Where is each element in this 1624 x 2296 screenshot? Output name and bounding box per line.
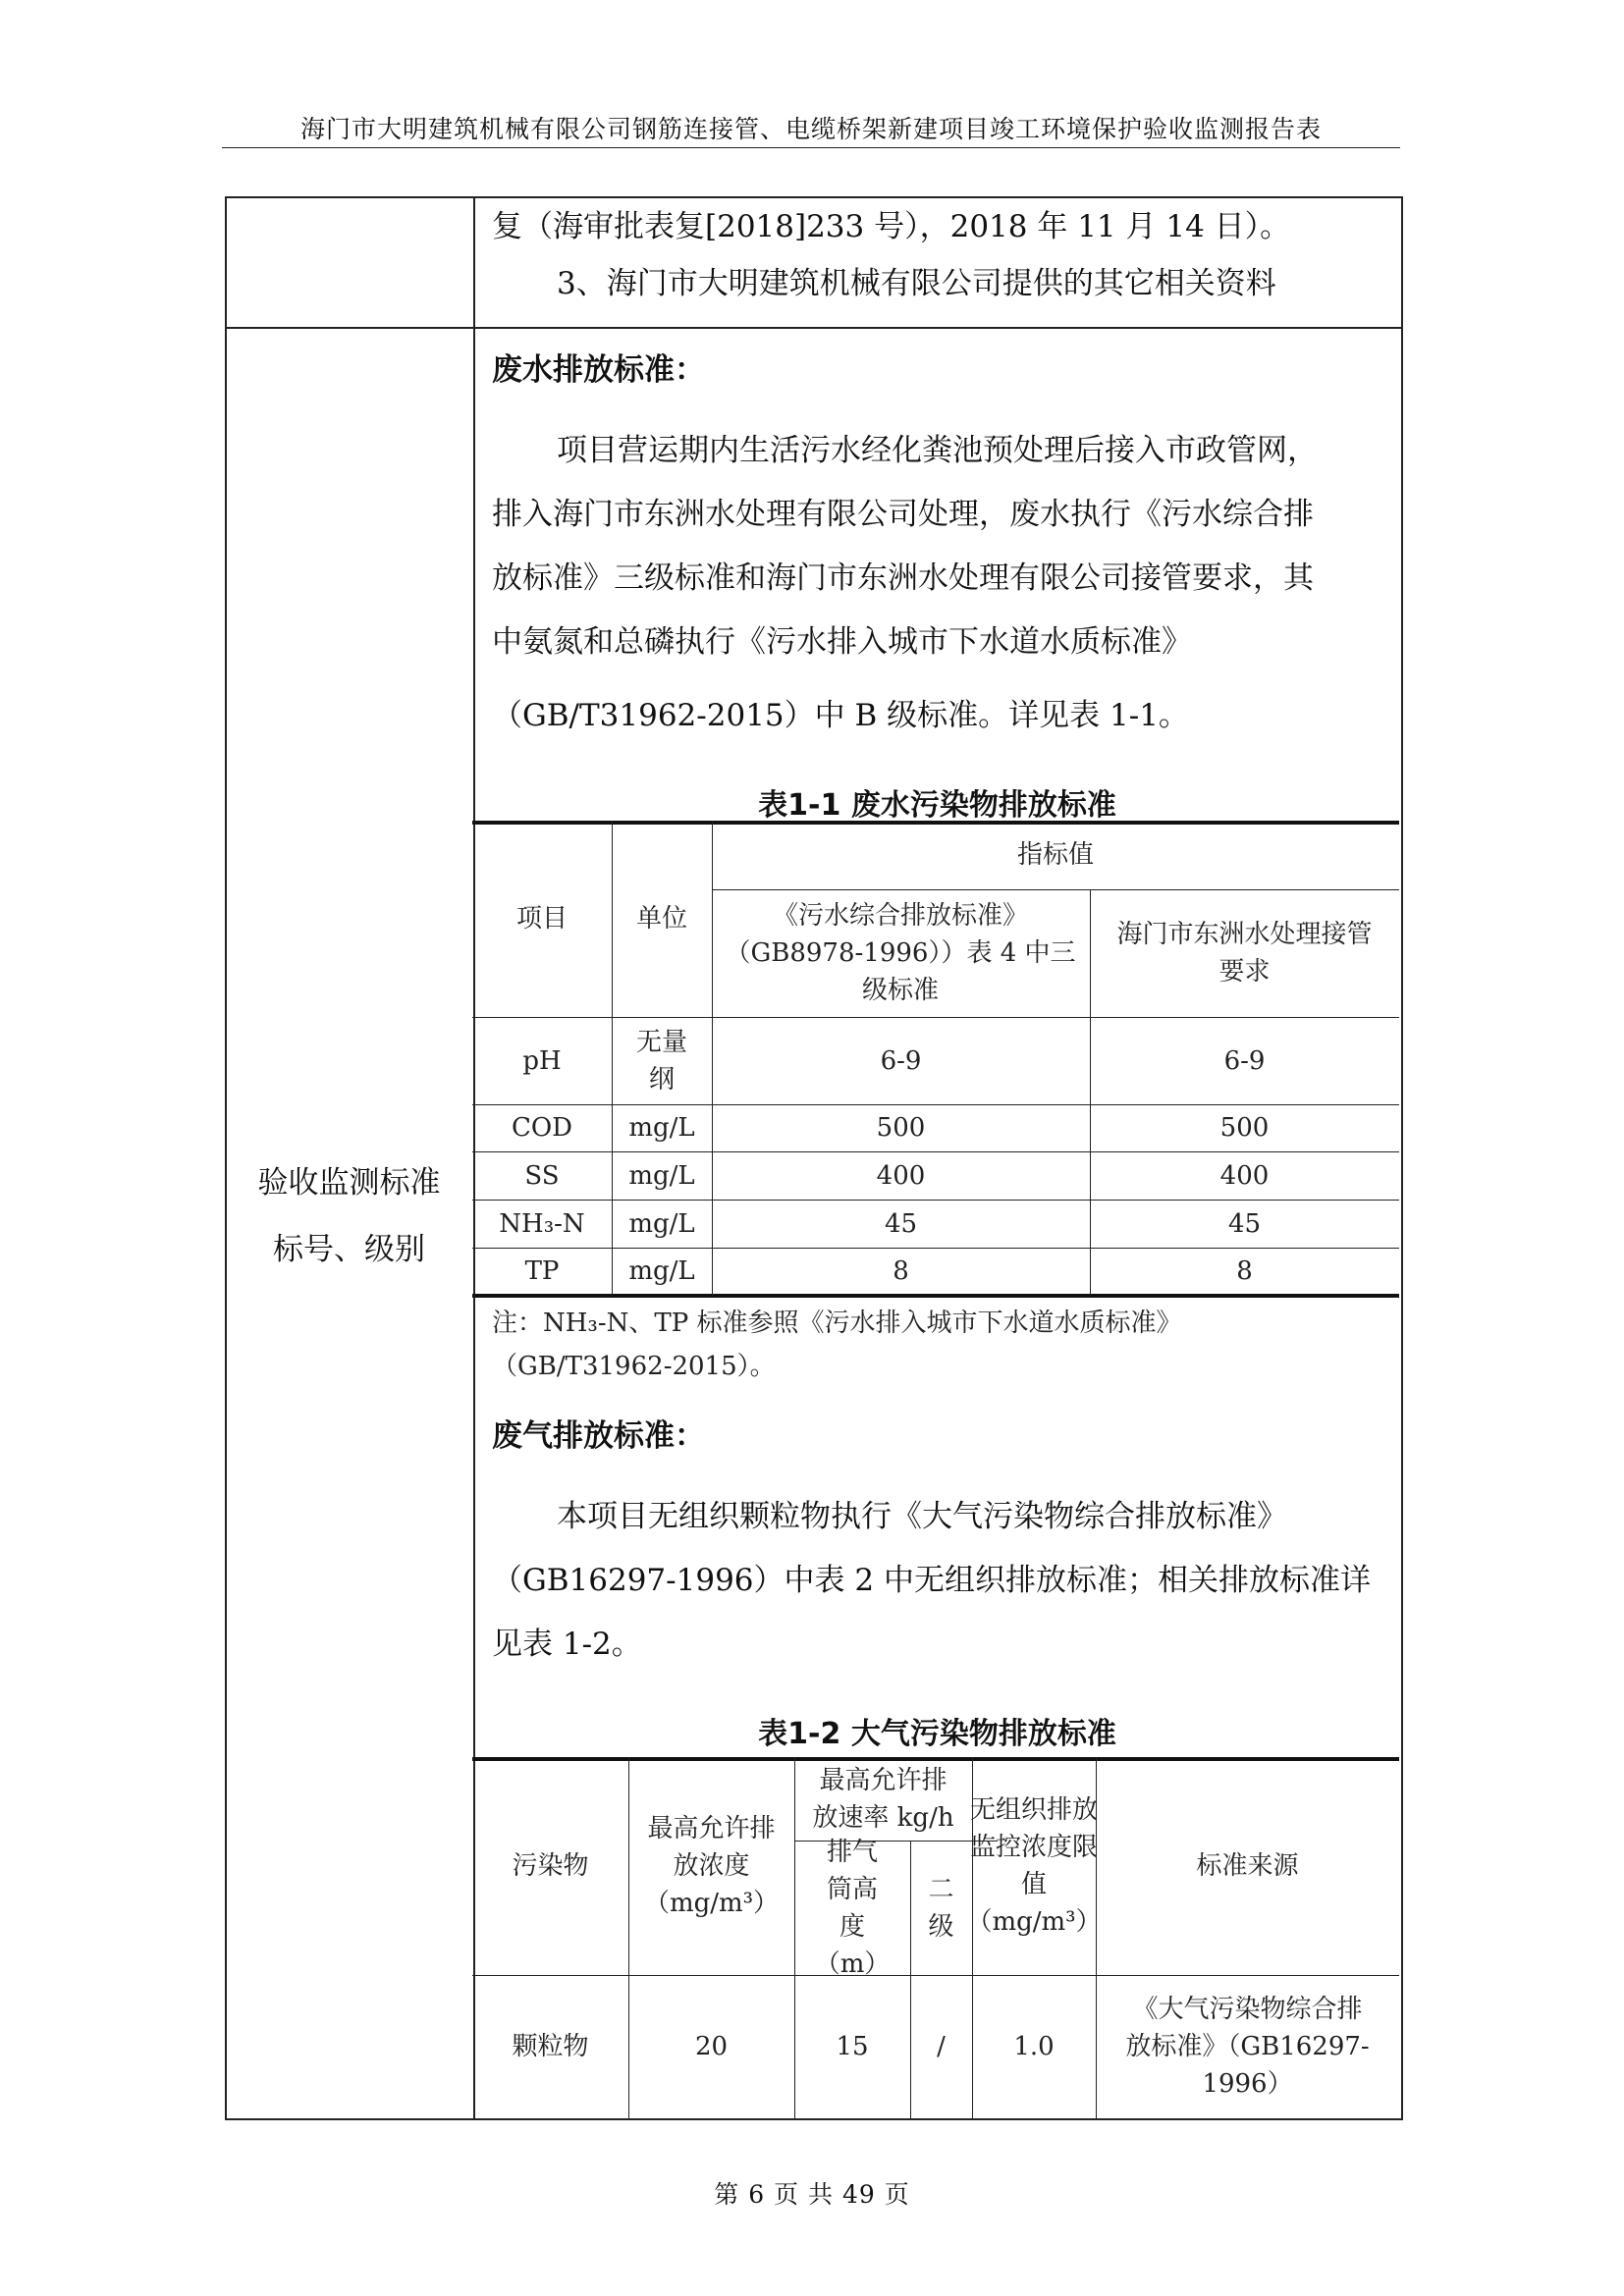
frame-top-border [225,196,1403,198]
page-header-title: 海门市大明建筑机械有限公司钢筋连接管、电缆桥架新建项目竣工环境保护验收监测报告表 [299,115,1322,143]
row-tp-unit: mg/L [628,1256,695,1286]
header-max-rate: 最高允许排放速率 kg/h [812,1765,954,1833]
report-frame [225,196,1403,2120]
reference-line-1: 复（海审批表复[2018]233 号），2018 年 11 月 14 日）。 [492,209,1291,244]
row-tp-value-1: 8 [893,1256,909,1286]
page-number: 第 6 页 共 49 页 [714,2180,910,2209]
header-unit: 单位 [635,904,687,934]
wastewater-para-line-4: 中氨氮和总磷执行《污水排入城市下水道水质标准》 [492,624,1192,660]
row-ss-value-1: 400 [876,1160,926,1191]
header-max-concentration [628,1757,794,1975]
reference-line-2: 3、海门市大明建筑机械有限公司提供的其它相关资料 [557,266,1276,301]
header-standard-source: 标准来源 [1196,1851,1299,1881]
air-para-line-3: 见表 1-2。 [492,1627,642,1662]
row-particulate-fugitive-limit: 1.0 [1013,2032,1055,2061]
row-ph-value-1: 6-9 [880,1045,922,1076]
table-1-1-note-line-1: 注：NH₃-N、TP 标准参照《污水排入城市下水道水质标准》 [492,1308,1182,1338]
table-1-1-caption: 表1-1 废水污染物排放标准 [758,788,1116,823]
row-cod-item: COD [511,1113,573,1143]
row-ph-value-2: 6-9 [1223,1045,1266,1076]
row-ss-item: SS [524,1160,560,1191]
row-label-line-1: 验收监测标准 [257,1165,441,1201]
row-cod-value-1: 500 [876,1113,926,1143]
row-ss-value-2: 400 [1219,1160,1270,1191]
row-particulate-max-concentration: 20 [694,2032,729,2061]
row-nh3n-unit: mg/L [628,1208,695,1239]
wastewater-para-line-5: （GB/T31962-2015）中 B 级标准。详见表 1-1。 [492,698,1189,733]
row-nh3n-value-1: 45 [884,1208,918,1239]
header-level-two: 二级 [928,1874,954,1942]
row-ph-item: pH [522,1045,562,1076]
row-cod-value-2: 500 [1219,1113,1270,1143]
table-1-1 [472,821,1399,1306]
header-rule [222,147,1400,148]
air-para-line-2: （GB16297-1996）中表 2 中无组织排放标准；相关排放标准详 [492,1563,1371,1598]
table-1-2 [472,1757,1399,2122]
header-pollutant: 污染物 [512,1851,589,1881]
row-tp-value-2: 8 [1236,1256,1253,1286]
header-standard-gb8978: 《污水综合排放标准》（GB8978-1996））表 4 中三级标准 [725,901,1076,1005]
frame-row-divider [225,327,1403,329]
air-heading: 废气排放标准： [492,1418,705,1454]
row-particulate-level-two: / [937,2032,946,2061]
row-particulate-standard-source: 《大气污染物综合排放标准》（GB16297-1996） [1125,1995,1370,2099]
row-particulate-stack-height: 15 [836,2032,869,2061]
row-nh3n-value-2: 45 [1227,1208,1262,1239]
header-stack-height: 排气筒高度（m） [814,1837,891,1979]
wastewater-para-line-1: 项目营运期内生活污水经化粪池预处理后接入市政管网， [557,433,1318,468]
table-1-1-note-line-2: （GB/T31962-2015）。 [492,1352,776,1381]
header-dongzhou-requirement: 海门市东洲水处理接管要求 [1116,920,1373,987]
row-tp-item: TP [524,1256,560,1286]
header-item: 项目 [515,904,568,934]
wastewater-para-line-2: 排入海门市东洲水处理有限公司处理，废水执行《污水综合排 [492,497,1314,532]
row-cod-unit: mg/L [628,1113,695,1143]
row-ph-unit: 无量纲 [635,1027,687,1095]
row-nh3n-item: NH₃-N [499,1208,585,1239]
header-fugitive-limit: 无组织排放监控浓度限值（mg/m³） [966,1795,1102,1937]
table-1-2-caption: 表1-2 大气污染物排放标准 [758,1717,1116,1751]
header-max-concentration-text: 最高允许排放浓度（mg/m³） [643,1814,780,1918]
wastewater-heading: 废水排放标准： [492,352,705,388]
row-label-line-2: 标号、级别 [273,1232,425,1267]
wastewater-para-line-3: 放标准》三级标准和海门市东洲水处理有限公司接管要求，其 [492,561,1314,596]
frame-left-border [225,196,227,2120]
header-index-values: 指标值 [1016,840,1094,870]
air-para-line-1: 本项目无组织颗粒物执行《大气污染物综合排放标准》 [557,1499,1287,1534]
frame-right-border [1401,196,1403,2120]
row-ss-unit: mg/L [628,1160,695,1191]
row-particulate-pollutant: 颗粒物 [512,2032,589,2061]
